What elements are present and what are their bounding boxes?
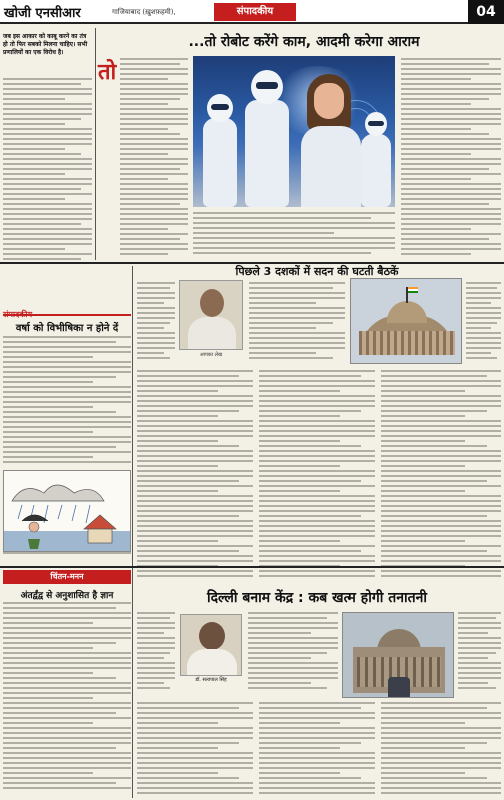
editorial-section-label: संपादकीय: [3, 310, 33, 319]
author-photo: [180, 614, 242, 676]
sub-lead-text: जब इस आकार को काबू करने का तंत्र हो तो फिर सबको मिलना चाहिए। सभी प्रणालियों का एक विरोध है।: [3, 33, 88, 56]
bottom-body-col-2: [458, 612, 501, 692]
robot-illustration: [193, 56, 395, 207]
page-number: 04: [468, 0, 504, 24]
lead-body-col-right: [401, 58, 501, 258]
middle-body-col-3: [137, 370, 253, 582]
column-rule: [132, 570, 133, 798]
middle-body-col-4: [259, 370, 375, 582]
middle-headline: पिछले 3 दशकों में सदन की घटती बैठकें: [235, 265, 399, 278]
author-photo: [179, 280, 243, 350]
chintan-headline: अंतर्द्वंद्व से अनुशासित है ज्ञान: [20, 591, 114, 601]
lead-body-col-1: [120, 58, 188, 258]
section-divider: [0, 566, 504, 568]
chintan-section-head: चिंतन-मनन: [3, 570, 131, 584]
editorial-headline: वर्षा को विभीषिका न होने दें: [15, 323, 119, 334]
chintan-body: [3, 602, 131, 794]
date-line: गाजियाबाद (ख़ुशफ़हमी),: [112, 8, 176, 16]
section-label: संपादकीय: [214, 3, 296, 21]
bottom-body-col-4: [259, 702, 375, 796]
bottom-body-col-1: [248, 612, 338, 692]
sub-lead-body: [3, 78, 92, 264]
editorial-body: [3, 336, 131, 466]
middle-body-col-2: [466, 282, 501, 362]
middle-body-col-1: [249, 282, 345, 362]
editorial-section-head: [3, 302, 131, 319]
cartoon-caption: [3, 552, 131, 562]
lead-body-under-image: [193, 212, 395, 258]
parliament-photo: [350, 278, 462, 364]
bottom-body-col-0: [137, 612, 175, 692]
masthead: [0, 0, 504, 24]
editorial-cartoon: [3, 470, 131, 552]
lead-headline: ...तो रोबोट करेंगे काम, आदमी करेगा आराम: [188, 34, 420, 50]
middle-body-col-0: [137, 282, 175, 362]
bottom-body-col-3: [137, 702, 253, 796]
brand-logo: खोजी एनसीआर: [4, 6, 81, 21]
author-byline: आपका लेख: [199, 352, 223, 358]
column-rule: [132, 266, 133, 588]
author-byline: डॉ. सत्यपाल सिंह: [195, 677, 227, 683]
column-rule: [95, 28, 96, 260]
middle-body-col-5: [381, 370, 501, 582]
bottom-body-col-5: [381, 702, 501, 796]
bottom-headline: दिल्ली बनाम केंद्र : कब खत्म होगी तनातनी: [207, 590, 427, 606]
lead-dropcap: तो: [98, 59, 117, 85]
supreme-court-photo: [342, 612, 454, 698]
